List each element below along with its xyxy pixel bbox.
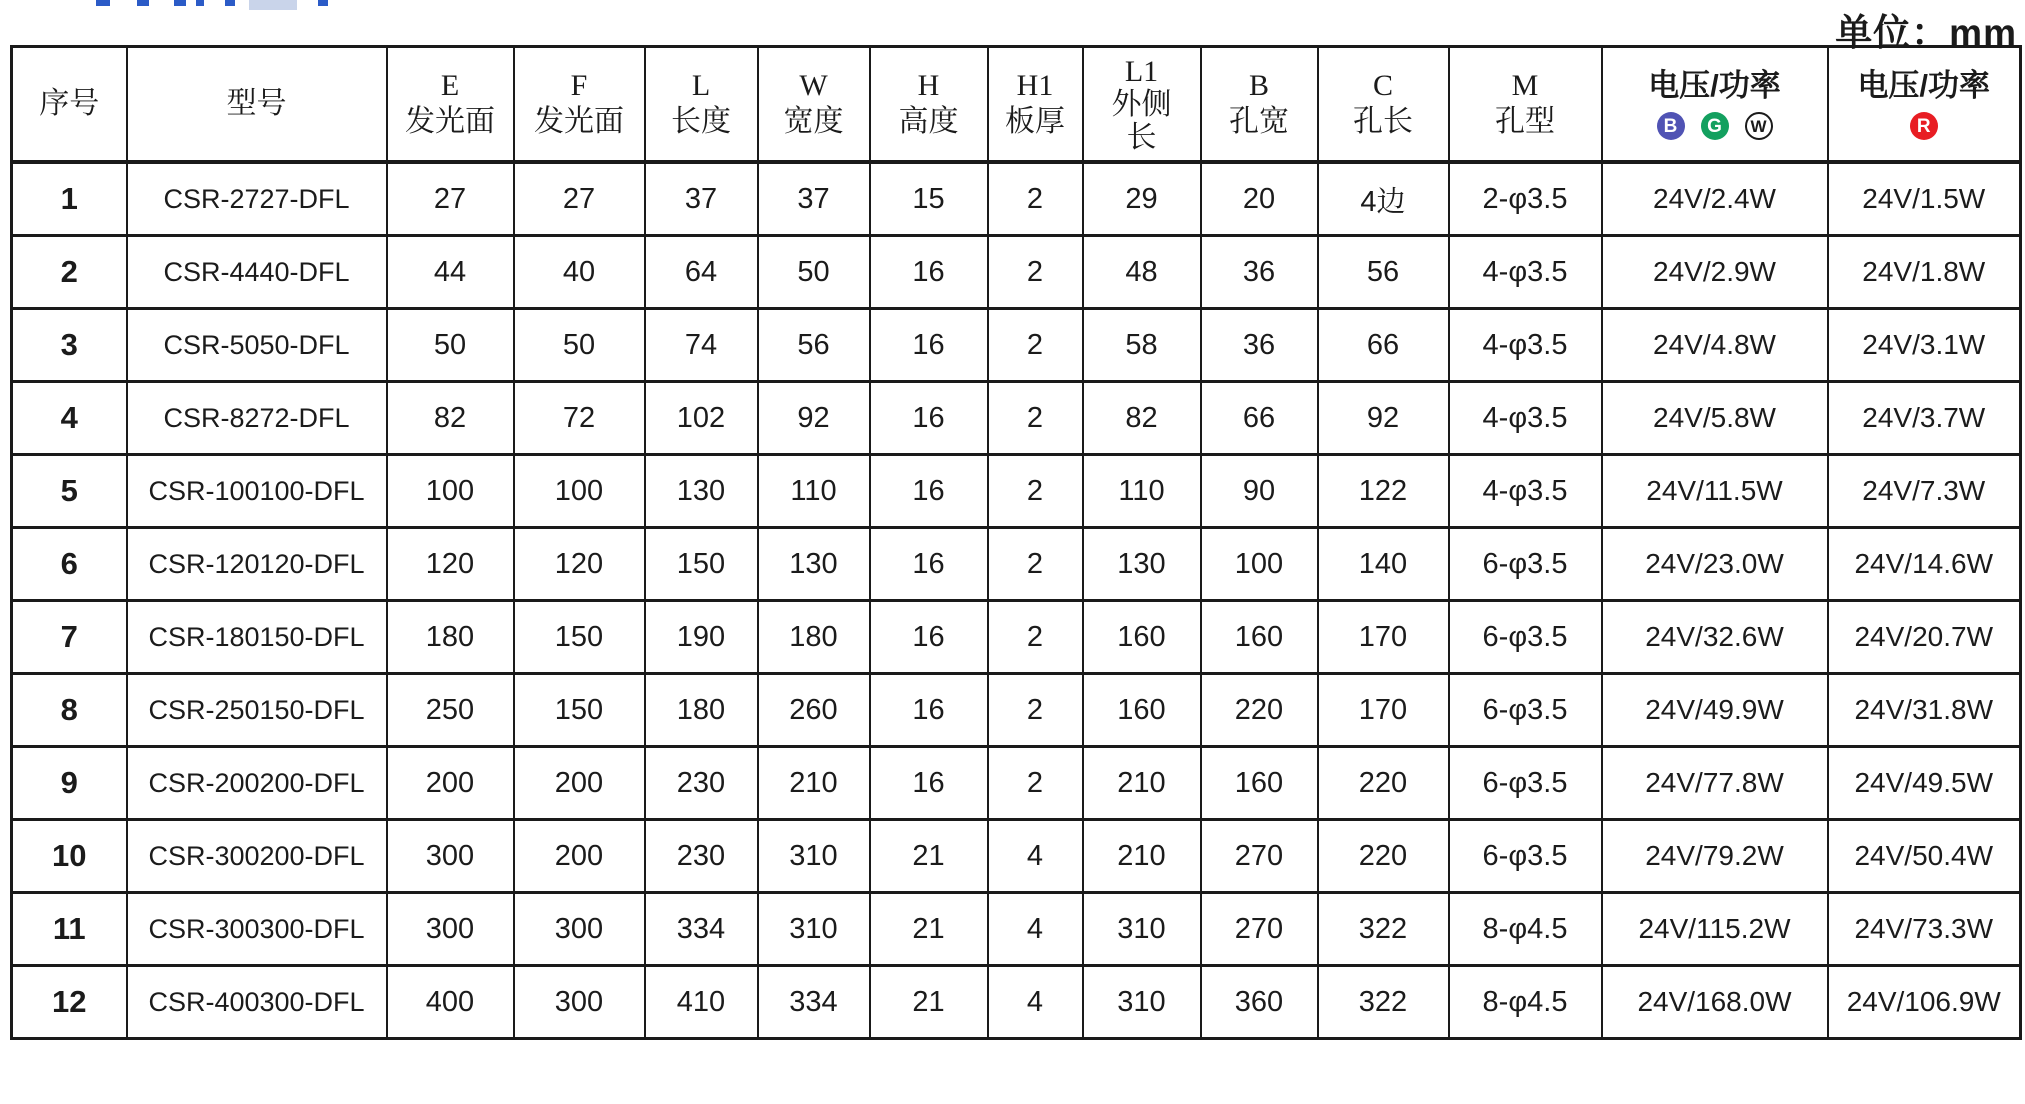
column-header-label: 发光面 — [405, 105, 495, 138]
c-cell: 220 — [1318, 747, 1449, 820]
model-cell: CSR-5050-DFL — [127, 309, 387, 382]
w-cell: 37 — [758, 162, 870, 236]
b-cell: 360 — [1201, 966, 1318, 1039]
model-cell: CSR-400300-DFL — [127, 966, 387, 1039]
column-header-label: C — [1372, 69, 1393, 102]
cropped-text-fragment — [96, 0, 110, 6]
column-header-label: 发光面 — [534, 105, 624, 138]
h-cell: 16 — [870, 747, 988, 820]
h-cell: 16 — [870, 309, 988, 382]
b-cell: 220 — [1201, 674, 1318, 747]
e-cell: 300 — [387, 893, 514, 966]
column-header-index — [12, 47, 127, 163]
model-cell: CSR-100100-DFL — [127, 455, 387, 528]
c-cell: 4边 — [1318, 162, 1449, 236]
h1-cell: 2 — [988, 747, 1083, 820]
b-cell: 66 — [1201, 382, 1318, 455]
b-cell: 36 — [1201, 236, 1318, 309]
l-cell: 180 — [645, 674, 758, 747]
c-cell: 140 — [1318, 528, 1449, 601]
w-cell: 310 — [758, 893, 870, 966]
index-cell: 2 — [12, 236, 127, 309]
index-cell: 9 — [12, 747, 127, 820]
f-cell: 50 — [514, 309, 645, 382]
column-header-label: F — [570, 69, 588, 102]
column-header-b — [1201, 47, 1318, 163]
power-bgw-cell: 24V/79.2W — [1602, 820, 1828, 893]
table-row — [12, 162, 2021, 236]
e-cell: 200 — [387, 747, 514, 820]
cropped-text-fragment — [225, 0, 235, 6]
h1-cell: 2 — [988, 528, 1083, 601]
h-cell: 16 — [870, 528, 988, 601]
index-cell: 3 — [12, 309, 127, 382]
column-header-label: B — [1248, 69, 1269, 102]
color-badge-b: B — [1657, 112, 1685, 140]
m-cell: 4-φ3.5 — [1449, 236, 1602, 309]
column-header-label: 高度 — [898, 105, 959, 138]
m-cell: 4-φ3.5 — [1449, 309, 1602, 382]
b-cell: 270 — [1201, 820, 1318, 893]
power-bgw-cell: 24V/11.5W — [1602, 455, 1828, 528]
power-r-cell: 24V/3.1W — [1828, 309, 2021, 382]
h-cell: 16 — [870, 674, 988, 747]
f-cell: 300 — [514, 893, 645, 966]
c-cell: 322 — [1318, 966, 1449, 1039]
h-cell: 16 — [870, 601, 988, 674]
power-r-cell: 24V/14.6W — [1828, 528, 2021, 601]
column-header-label: E — [440, 69, 460, 102]
model-cell: CSR-200200-DFL — [127, 747, 387, 820]
model-cell: CSR-8272-DFL — [127, 382, 387, 455]
f-cell: 200 — [514, 820, 645, 893]
h1-cell: 2 — [988, 674, 1083, 747]
h1-cell: 4 — [988, 966, 1083, 1039]
e-cell: 180 — [387, 601, 514, 674]
table-row — [12, 528, 2021, 601]
h1-cell: 2 — [988, 162, 1083, 236]
w-cell: 334 — [758, 966, 870, 1039]
f-cell: 150 — [514, 601, 645, 674]
m-cell: 8-φ4.5 — [1449, 966, 1602, 1039]
model-cell: CSR-180150-DFL — [127, 601, 387, 674]
column-header-power-r — [1828, 47, 2021, 163]
color-badge-w: W — [1745, 112, 1773, 140]
column-header-power-bgw — [1602, 47, 1828, 163]
m-cell: 6-φ3.5 — [1449, 601, 1602, 674]
column-header-m — [1449, 47, 1602, 163]
power-r-cell: 24V/49.5W — [1828, 747, 2021, 820]
column-header-l1 — [1083, 47, 1201, 163]
column-header-label: W — [799, 69, 828, 102]
color-badge-r: R — [1910, 112, 1938, 140]
l-cell: 230 — [645, 747, 758, 820]
cropped-text-fragment — [196, 0, 204, 6]
column-header-label: 宽度 — [783, 105, 844, 138]
power-r-cell: 24V/7.3W — [1828, 455, 2021, 528]
column-header-label: H1 — [1016, 69, 1054, 102]
m-cell: 6-φ3.5 — [1449, 820, 1602, 893]
index-cell: 1 — [12, 162, 127, 236]
column-header-label: H — [917, 69, 940, 102]
index-cell: 5 — [12, 455, 127, 528]
power-r-cell: 24V/1.5W — [1828, 162, 2021, 236]
l-cell: 37 — [645, 162, 758, 236]
h-cell: 21 — [870, 966, 988, 1039]
w-cell: 210 — [758, 747, 870, 820]
column-header-model — [127, 47, 387, 163]
model-cell: CSR-120120-DFL — [127, 528, 387, 601]
b-cell: 36 — [1201, 309, 1318, 382]
h1-cell: 4 — [988, 893, 1083, 966]
w-cell: 260 — [758, 674, 870, 747]
index-cell: 7 — [12, 601, 127, 674]
table-header-row — [12, 47, 2021, 163]
column-header-label: 孔型 — [1495, 105, 1555, 138]
m-cell: 6-φ3.5 — [1449, 674, 1602, 747]
w-cell: 180 — [758, 601, 870, 674]
table-row — [12, 382, 2021, 455]
b-cell: 160 — [1201, 747, 1318, 820]
spec-table-container — [10, 45, 2015, 1040]
h1-cell: 2 — [988, 382, 1083, 455]
h1-cell: 4 — [988, 820, 1083, 893]
c-cell: 66 — [1318, 309, 1449, 382]
power-bgw-cell: 24V/4.8W — [1602, 309, 1828, 382]
e-cell: 27 — [387, 162, 514, 236]
power-r-cell: 24V/73.3W — [1828, 893, 2021, 966]
f-cell: 100 — [514, 455, 645, 528]
e-cell: 100 — [387, 455, 514, 528]
h1-cell: 2 — [988, 601, 1083, 674]
l1-cell: 210 — [1083, 820, 1201, 893]
table-row — [12, 455, 2021, 528]
power-bgw-cell: 24V/2.9W — [1602, 236, 1828, 309]
column-header-label: L1 — [1124, 54, 1159, 88]
index-cell: 4 — [12, 382, 127, 455]
table-row — [12, 601, 2021, 674]
model-cell: CSR-4440-DFL — [127, 236, 387, 309]
e-cell: 50 — [387, 309, 514, 382]
cropped-text-fragment — [249, 0, 297, 10]
f-cell: 120 — [514, 528, 645, 601]
power-r-cell: 24V/31.8W — [1828, 674, 2021, 747]
index-cell: 6 — [12, 528, 127, 601]
column-header-label: 长 — [1126, 120, 1157, 154]
column-header-label: 长度 — [671, 105, 731, 138]
column-header-c — [1318, 47, 1449, 163]
table-row — [12, 236, 2021, 309]
l1-cell: 110 — [1083, 455, 1201, 528]
l1-cell: 58 — [1083, 309, 1201, 382]
h-cell: 16 — [870, 382, 988, 455]
l-cell: 230 — [645, 820, 758, 893]
l1-cell: 29 — [1083, 162, 1201, 236]
power-r-cell: 24V/106.9W — [1828, 966, 2021, 1039]
l1-cell: 310 — [1083, 893, 1201, 966]
b-cell: 160 — [1201, 601, 1318, 674]
table-row — [12, 820, 2021, 893]
m-cell: 6-φ3.5 — [1449, 528, 1602, 601]
e-cell: 120 — [387, 528, 514, 601]
column-header-label: 外侧 — [1111, 87, 1172, 121]
column-header-label: 孔宽 — [1229, 105, 1289, 138]
column-header-label: L — [691, 69, 711, 102]
table-row — [12, 893, 2021, 966]
column-header-label: 电压/功率 — [1857, 68, 1991, 103]
table-row — [12, 966, 2021, 1039]
b-cell: 270 — [1201, 893, 1318, 966]
model-cell: CSR-2727-DFL — [127, 162, 387, 236]
l1-cell: 310 — [1083, 966, 1201, 1039]
power-r-cell: 24V/1.8W — [1828, 236, 2021, 309]
m-cell: 4-φ3.5 — [1449, 382, 1602, 455]
index-cell: 11 — [12, 893, 127, 966]
h-cell: 21 — [870, 820, 988, 893]
e-cell: 82 — [387, 382, 514, 455]
m-cell: 2-φ3.5 — [1449, 162, 1602, 236]
power-bgw-cell: 24V/2.4W — [1602, 162, 1828, 236]
column-header-h — [870, 47, 988, 163]
l-cell: 410 — [645, 966, 758, 1039]
h1-cell: 2 — [988, 236, 1083, 309]
column-header-label: 序号 — [39, 87, 100, 120]
c-cell: 56 — [1318, 236, 1449, 309]
unit-note: 单位：mm — [1835, 12, 2017, 53]
column-header-label: 电压/功率 — [1648, 68, 1781, 103]
h-cell: 21 — [870, 893, 988, 966]
w-cell: 92 — [758, 382, 870, 455]
color-badge-g: G — [1701, 112, 1729, 140]
c-cell: 170 — [1318, 674, 1449, 747]
cropped-text-fragment — [137, 0, 149, 6]
f-cell: 72 — [514, 382, 645, 455]
model-cell: CSR-300200-DFL — [127, 820, 387, 893]
c-cell: 322 — [1318, 893, 1449, 966]
column-header-f — [514, 47, 645, 163]
f-cell: 200 — [514, 747, 645, 820]
h-cell: 16 — [870, 455, 988, 528]
l1-cell: 48 — [1083, 236, 1201, 309]
cropped-text-fragment — [174, 0, 186, 6]
l1-cell: 130 — [1083, 528, 1201, 601]
l-cell: 150 — [645, 528, 758, 601]
l-cell: 64 — [645, 236, 758, 309]
index-cell: 8 — [12, 674, 127, 747]
index-cell: 10 — [12, 820, 127, 893]
column-header-e — [387, 47, 514, 163]
power-bgw-cell: 24V/32.6W — [1602, 601, 1828, 674]
c-cell: 122 — [1318, 455, 1449, 528]
table-row — [12, 747, 2021, 820]
e-cell: 250 — [387, 674, 514, 747]
h1-cell: 2 — [988, 455, 1083, 528]
column-header-label: 孔长 — [1353, 105, 1413, 138]
w-cell: 50 — [758, 236, 870, 309]
l-cell: 334 — [645, 893, 758, 966]
h-cell: 16 — [870, 236, 988, 309]
b-cell: 100 — [1201, 528, 1318, 601]
f-cell: 150 — [514, 674, 645, 747]
l1-cell: 82 — [1083, 382, 1201, 455]
l1-cell: 160 — [1083, 601, 1201, 674]
power-bgw-cell: 24V/49.9W — [1602, 674, 1828, 747]
column-header-label: 型号 — [226, 87, 287, 120]
f-cell: 40 — [514, 236, 645, 309]
e-cell: 44 — [387, 236, 514, 309]
column-header-w — [758, 47, 870, 163]
l1-cell: 160 — [1083, 674, 1201, 747]
b-cell: 90 — [1201, 455, 1318, 528]
table-body — [12, 162, 2021, 1039]
table-row — [12, 309, 2021, 382]
color-badge-group — [1829, 112, 2020, 140]
m-cell: 4-φ3.5 — [1449, 455, 1602, 528]
c-cell: 220 — [1318, 820, 1449, 893]
f-cell: 27 — [514, 162, 645, 236]
cropped-text-fragment — [318, 0, 328, 6]
model-cell: CSR-300300-DFL — [127, 893, 387, 966]
c-cell: 170 — [1318, 601, 1449, 674]
index-cell: 12 — [12, 966, 127, 1039]
w-cell: 56 — [758, 309, 870, 382]
power-r-cell: 24V/3.7W — [1828, 382, 2021, 455]
color-badge-group — [1603, 112, 1827, 140]
e-cell: 400 — [387, 966, 514, 1039]
m-cell: 8-φ4.5 — [1449, 893, 1602, 966]
column-header-label: 板厚 — [1005, 105, 1065, 138]
table-header — [12, 47, 2021, 163]
l1-cell: 210 — [1083, 747, 1201, 820]
l-cell: 74 — [645, 309, 758, 382]
column-header-l — [645, 47, 758, 163]
l-cell: 102 — [645, 382, 758, 455]
f-cell: 300 — [514, 966, 645, 1039]
power-bgw-cell: 24V/23.0W — [1602, 528, 1828, 601]
w-cell: 130 — [758, 528, 870, 601]
column-header-label: M — [1511, 69, 1539, 102]
h-cell: 15 — [870, 162, 988, 236]
power-r-cell: 24V/20.7W — [1828, 601, 2021, 674]
l-cell: 190 — [645, 601, 758, 674]
power-bgw-cell: 24V/115.2W — [1602, 893, 1828, 966]
w-cell: 110 — [758, 455, 870, 528]
m-cell: 6-φ3.5 — [1449, 747, 1602, 820]
c-cell: 92 — [1318, 382, 1449, 455]
e-cell: 300 — [387, 820, 514, 893]
power-bgw-cell: 24V/5.8W — [1602, 382, 1828, 455]
w-cell: 310 — [758, 820, 870, 893]
l-cell: 130 — [645, 455, 758, 528]
power-r-cell: 24V/50.4W — [1828, 820, 2021, 893]
table-row — [12, 674, 2021, 747]
column-header-h1 — [988, 47, 1083, 163]
b-cell: 20 — [1201, 162, 1318, 236]
spec-table — [10, 45, 2022, 1040]
model-cell: CSR-250150-DFL — [127, 674, 387, 747]
power-bgw-cell: 24V/168.0W — [1602, 966, 1828, 1039]
h1-cell: 2 — [988, 309, 1083, 382]
power-bgw-cell: 24V/77.8W — [1602, 747, 1828, 820]
